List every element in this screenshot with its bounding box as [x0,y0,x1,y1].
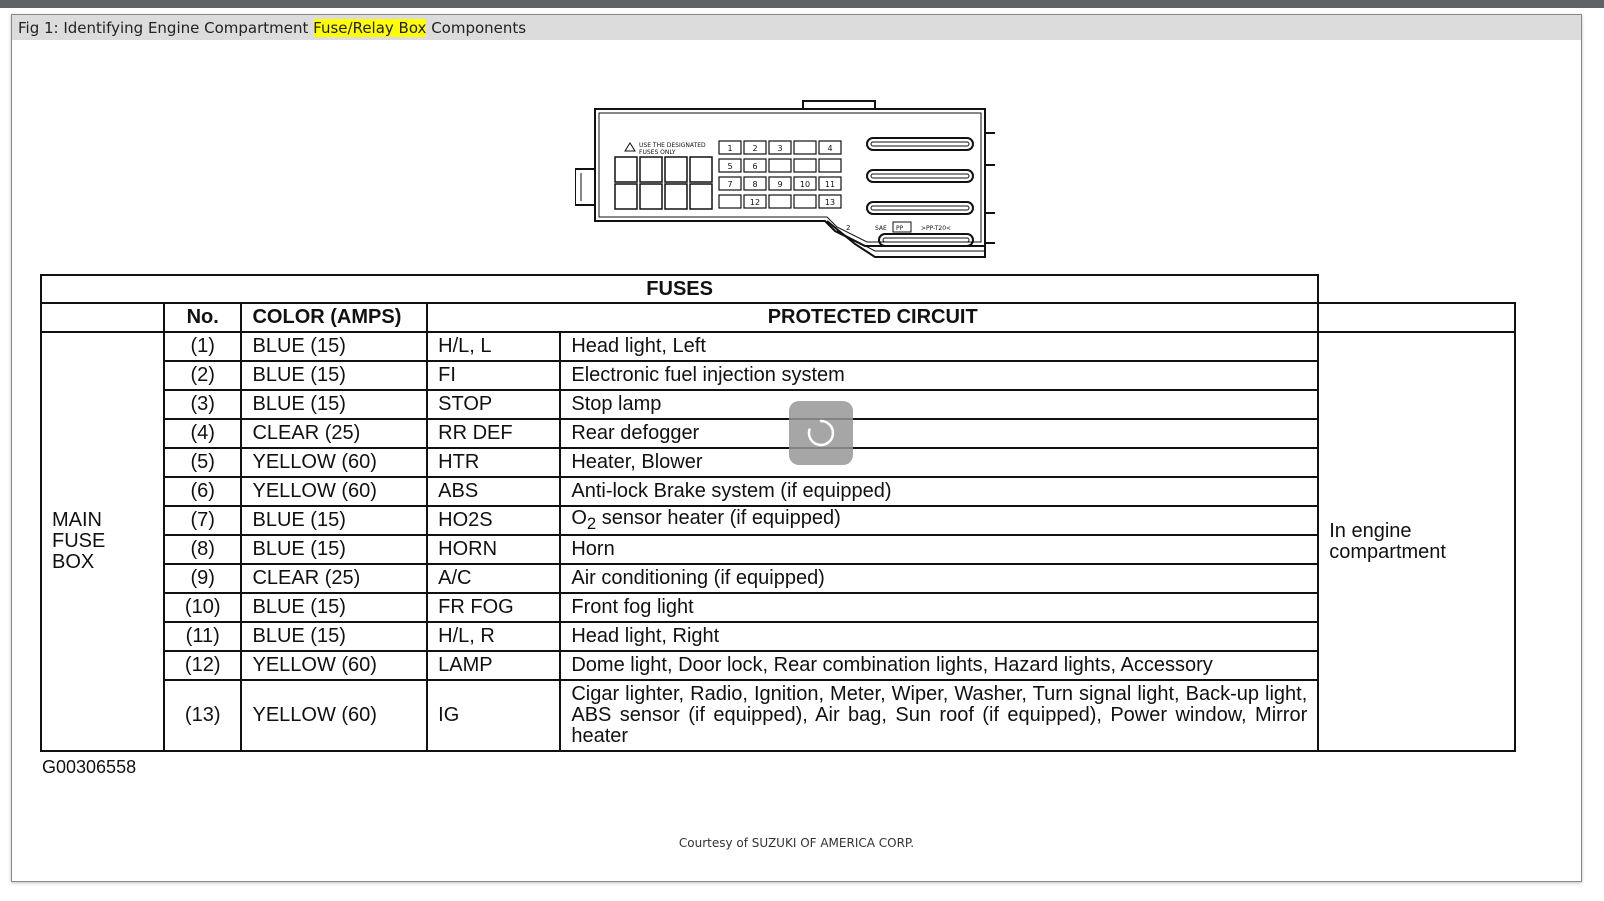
diagram-mark-sae: SAE [875,225,887,232]
header-circuit: PROTECTED CIRCUIT [427,303,1318,332]
caption-prefix: Fig 1: Identifying Engine Compartment [18,19,314,37]
diagram-mark-2: 2 [846,224,851,232]
fuse-color: YELLOW (60) [241,477,427,506]
fuse-color: BLUE (15) [241,506,427,535]
fuse-number-13: 13 [824,198,836,207]
fuse-no: (9) [164,564,242,593]
fuse-color: BLUE (15) [241,361,427,390]
fuse-box-diagram [575,99,995,274]
fuse-code: HO2S [427,506,560,535]
fuse-color: BLUE (15) [241,622,427,651]
fuse-no: (11) [164,622,242,651]
fuse-code: IG [427,680,560,751]
fuse-no: (1) [164,332,242,361]
fuse-no: (10) [164,593,242,622]
fuse-color: BLUE (15) [241,535,427,564]
diagram-label-line2: FUSES ONLY [639,149,676,156]
header-color: COLOR (AMPS) [241,303,427,332]
fuse-no: (13) [164,680,242,751]
fuse-number-9: 9 [777,180,783,189]
fuse-number-11: 11 [824,180,836,189]
table-row [41,419,1515,448]
table-row [41,332,1515,361]
diagram-label-line1: USE THE DESIGNATED [639,142,706,149]
fuse-no: (6) [164,477,242,506]
fuse-circuit: Heater, Blower [560,448,1318,477]
reference-code: G00306558 [42,757,137,777]
fuse-color: YELLOW (60) [241,651,427,680]
fuse-no: (8) [164,535,242,564]
table-row [41,477,1515,506]
table-row [41,622,1515,651]
fuse-code: ABS [427,477,560,506]
fuse-number-6: 6 [752,162,758,171]
fuse-number-4: 4 [827,144,833,153]
header-blank-left [41,303,164,332]
table-row [41,448,1515,477]
fuse-color: YELLOW (60) [241,680,427,751]
fuse-code: RR DEF [427,419,560,448]
fuse-circuit: Front fog light [560,593,1318,622]
caption-highlight: Fuse/Relay Box [313,19,427,37]
diagram-mark-pp: PP [896,225,904,232]
fuse-circuit: Head light, Left [560,332,1318,361]
fuse-no: (2) [164,361,242,390]
fuse-number-12: 12 [749,198,761,207]
circuit-o: O [571,507,587,529]
table-row [41,680,1515,751]
fuse-code: A/C [427,564,560,593]
fuse-circuit: Air conditioning (if equipped) [560,564,1318,593]
fuse-circuit: Head light, Right [560,622,1318,651]
fuse-circuit: Stop lamp [560,390,1318,419]
fuse-code: FR FOG [427,593,560,622]
circuit-rest: sensor heater (if equipped) [596,507,841,529]
table-row [41,593,1515,622]
fuse-circuit: Electronic fuel injection system [560,361,1318,390]
fuse-code: HTR [427,448,560,477]
diagram-mark-ppt20: >PP-T20< [921,225,952,232]
fuse-circuit [560,506,1318,535]
fuse-number-1: 1 [727,144,733,153]
fuse-color: BLUE (15) [241,593,427,622]
fuse-number-8: 8 [752,180,758,189]
fuse-circuit: Horn [560,535,1318,564]
fuse-number-2: 2 [752,144,758,153]
fuse-no: (4) [164,419,242,448]
fuse-circuit: Dome light, Door lock, Rear combination lights, Hazard lights, Accessory [560,651,1318,680]
spinner-icon [789,401,853,465]
fuse-no: (12) [164,651,242,680]
header-blank-right [1318,303,1515,332]
fuse-circuit: Cigar lighter, Radio, Ignition, Meter, Wiper, Washer, Turn signal light, Back-up light, ABS sensor (if equipped), Air bag, Sun roof (if equipped), Power window, Mirror heater [560,680,1318,751]
fuse-color: CLEAR (25) [241,419,427,448]
fuses-table [40,274,1516,752]
fuse-circuit: Anti-lock Brake system (if equipped) [560,477,1318,506]
header-no: No. [164,303,242,332]
table-row [41,564,1515,593]
top-bar [0,0,1604,8]
fuse-number-5: 5 [727,162,733,171]
caption-suffix: Components [426,19,527,37]
fuse-color: BLUE (15) [241,390,427,419]
fuse-code: LAMP [427,651,560,680]
loading-spinner [789,401,853,465]
location-label: In engine compartment [1318,332,1515,751]
fuse-code: H/L, L [427,332,560,361]
main-fuse-box-label: MAIN FUSE BOX [41,332,164,751]
circuit-subscript: 2 [586,514,597,533]
fuse-number-10: 10 [799,180,811,189]
table-row [41,361,1515,390]
table-title: FUSES [41,275,1318,303]
fuse-circuit: Rear defogger [560,419,1318,448]
courtesy-credit: Courtesy of SUZUKI OF AMERICA CORP. [678,836,915,850]
fuse-code: HORN [427,535,560,564]
fuse-number-7: 7 [727,180,733,189]
fuse-color: BLUE (15) [241,332,427,361]
fuse-code: FI [427,361,560,390]
fuse-no: (5) [164,448,242,477]
fuse-color: CLEAR (25) [241,564,427,593]
fuse-code: STOP [427,390,560,419]
fuse-no: (7) [164,506,242,535]
table-row [41,390,1515,419]
figure-frame [11,14,1582,882]
figure-caption [18,19,526,37]
fuse-no: (3) [164,390,242,419]
fuse-number-3: 3 [777,144,783,153]
table-row [41,506,1515,535]
caption-bar [12,15,1581,40]
table-row [41,535,1515,564]
fuse-color: YELLOW (60) [241,448,427,477]
fuse-code: H/L, R [427,622,560,651]
table-row [41,651,1515,680]
